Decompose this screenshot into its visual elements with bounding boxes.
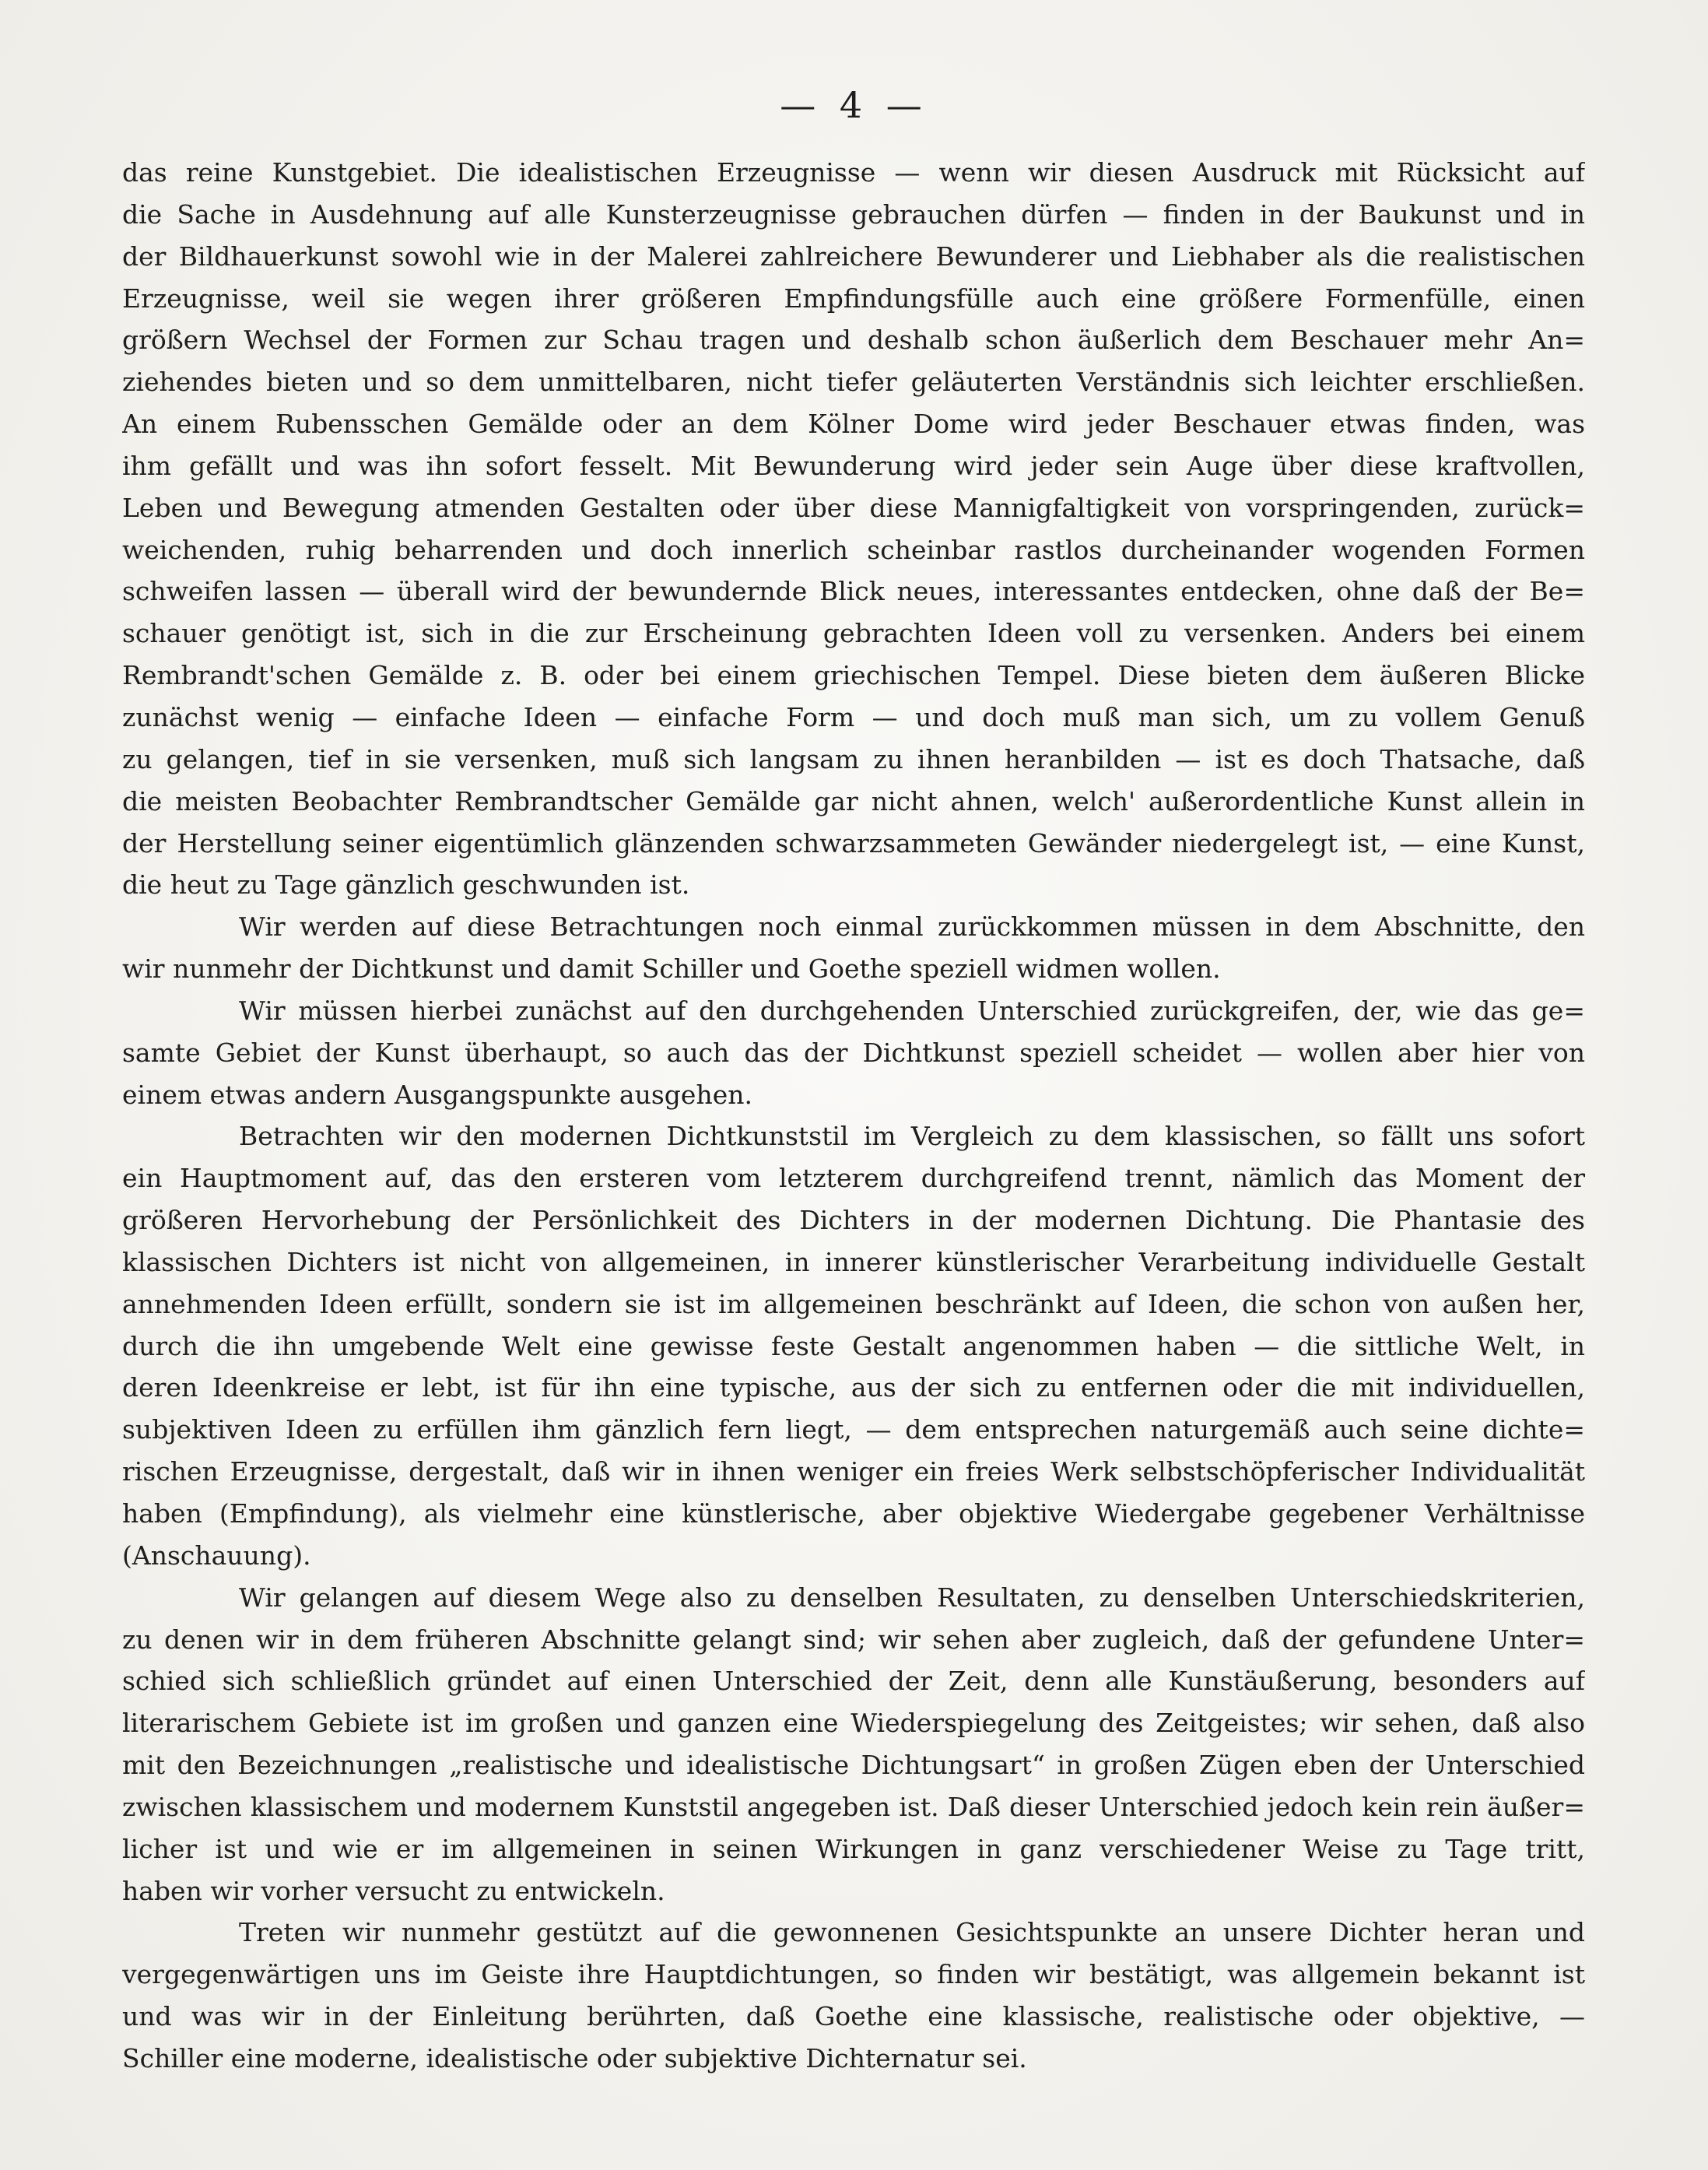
text-line: ihm gefällt und was ihn sofort fesselt. Mit Bewunderung wird jeder sein Auge über diese kraftvollen, <box>122 450 1585 481</box>
text-line: das reine Kunstgebiet. Die idealistischen Erzeugnisse — wenn wir diesen Ausdruck mit Rücksicht auf <box>122 157 1585 188</box>
text-line: Erzeugnisse, weil sie wegen ihrer größeren Empfindungsfülle auch eine größere Formenfülle, einen <box>122 283 1585 314</box>
text-line: der Bildhauerkunst sowohl wie in der Malerei zahlreichere Bewunderer und Liebhaber als die realistischen <box>122 241 1585 272</box>
text-line: weichenden, ruhig beharrenden und doch innerlich scheinbar rastlos durcheinander wogenden Formen <box>122 534 1585 565</box>
text-line: Betrachten wir den modernen Dichtkunststil im Vergleich zu dem klassischen, so fällt uns sofort <box>239 1121 1585 1152</box>
text-line: samte Gebiet der Kunst überhaupt, so auch das der Dichtkunst speziell scheidet — wollen aber hier von <box>122 1037 1585 1068</box>
text-line: schauer genötigt ist, sich in die zur Erscheinung gebrachten Ideen voll zu versenken. Anders bei einem <box>122 618 1585 649</box>
text-line: klassischen Dichters ist nicht von allgemeinen, in innerer künstlerischer Verarbeitung individuelle Gestalt <box>122 1246 1585 1277</box>
text-line: Treten wir nunmehr gestützt auf die gewonnenen Gesichtspunkte an unsere Dichter heran und <box>239 1917 1585 1948</box>
text-line: schweifen lassen — überall wird der bewundernde Blick neues, interessantes entdecken, ohne daß der Be= <box>122 576 1585 607</box>
text-line: einem etwas andern Ausgangspunkte ausgehen. <box>122 1079 752 1110</box>
text-line: durch die ihn umgebende Welt eine gewisse feste Gestalt angenommen haben — die sittliche Welt, in <box>122 1330 1585 1361</box>
text-line: Wir müssen hierbei zunächst auf den durchgehenden Unterschied zurückgreifen, der, wie das ge= <box>239 995 1585 1026</box>
text-line: ziehendes bieten und so dem unmittelbaren, nicht tiefer geläuterten Verständnis sich leichter erschließen. <box>122 367 1585 398</box>
text-line: größeren Hervorhebung der Persönlichkeit des Dichters in der modernen Dichtung. Die Phantasie des <box>122 1205 1585 1236</box>
text-line: mit den Bezeichnungen „realistische und idealistische Dichtungsart“ in großen Zügen eben der Unterschied <box>122 1750 1585 1781</box>
text-line: die meisten Beobachter Rembrandtscher Gemälde gar nicht ahnen, welch' außerordentliche Kunst allein in <box>122 785 1585 816</box>
text-line: Schiller eine moderne, idealistische oder subjektive Dichternatur sei. <box>122 2042 1027 2073</box>
text-line: zu denen wir in dem früheren Abschnitte gelangt sind; wir sehen aber zugleich, daß der gefundene Unter= <box>122 1624 1585 1655</box>
text-line: deren Ideenkreise er lebt, ist für ihn eine typische, aus der sich zu entfernen oder die mit individuellen, <box>122 1372 1585 1403</box>
text-line: wir nunmehr der Dichtkunst und damit Schiller und Goethe speziell widmen wollen. <box>122 953 1221 985</box>
text-line: die Sache in Ausdehnung auf alle Kunsterzeugnisse gebrauchen dürfen — finden in der Baukunst und in <box>122 198 1585 230</box>
text-line: subjektiven Ideen zu erfüllen ihm gänzlich fern liegt, — dem entsprechen naturgemäß auch seine dichte= <box>122 1414 1585 1445</box>
text-line: Rembrandt'schen Gemälde z. B. oder bei einem griechischen Tempel. Diese bieten dem äußeren Blicke <box>122 660 1585 691</box>
text-line: annehmenden Ideen erfüllt, sondern sie ist im allgemeinen beschränkt auf Ideen, die schon von außen her, <box>122 1288 1585 1319</box>
text-line: der Herstellung seiner eigentümlich glänzenden schwarzsammeten Gewänder niedergelegt ist, — eine Kunst, <box>122 827 1585 859</box>
text-line: vergegenwärtigen uns im Geiste ihre Hauptdichtungen, so finden wir bestätigt, was allgemein bekannt ist <box>122 1959 1585 1990</box>
text-line: und was wir in der Einleitung berührten, daß Goethe eine klassische, realistische oder objektive, — <box>122 2001 1585 2032</box>
text-line: rischen Erzeugnisse, dergestalt, daß wir in ihnen weniger ein freies Werk selbstschöpferischer Individualität <box>122 1456 1585 1487</box>
text-line: ein Hauptmoment auf, das den ersteren vom letzterem durchgreifend trennt, nämlich das Moment der <box>122 1163 1585 1194</box>
body-text <box>122 152 1585 2080</box>
text-line: haben (Empfindung), als vielmehr eine künstlerische, aber objektive Wiedergabe gegebener Verhältnisse <box>122 1498 1585 1529</box>
text-line: schied sich schließlich gründet auf einen Unterschied der Zeit, denn alle Kunstäußerung, besonders auf <box>122 1666 1585 1697</box>
text-line: An einem Rubensschen Gemälde oder an dem Kölner Dome wird jeder Beschauer etwas finden, was <box>122 409 1585 440</box>
text-line: licher ist und wie er im allgemeinen in seinen Wirkungen in ganz verschiedener Weise zu Tage tritt, <box>122 1833 1585 1864</box>
text-line: zwischen klassischem und modernem Kunststil angegeben ist. Daß dieser Unterschied jedoch kein rein äußer= <box>122 1791 1585 1822</box>
text-line: haben wir vorher versucht zu entwickeln. <box>122 1875 665 1906</box>
text-line: Leben und Bewegung atmenden Gestalten oder über diese Mannigfaltigkeit von vorspringenden, zurück= <box>122 492 1585 523</box>
text-line: zu gelangen, tief in sie versenken, muß sich langsam zu ihnen heranbilden — ist es doch Thatsache, daß <box>122 743 1585 774</box>
text-line: die heut zu Tage gänzlich geschwunden ist. <box>122 869 690 901</box>
text-line: literarischem Gebiete ist im großen und ganzen eine Wiederspiegelung des Zeitgeistes; wir sehen, daß also <box>122 1708 1585 1739</box>
text-line: größern Wechsel der Formen zur Schau tragen und deshalb schon äußerlich dem Beschauer mehr An= <box>122 325 1585 356</box>
text-line: Wir gelangen auf diesem Wege also zu denselben Resultaten, zu denselben Unterschiedskriterien, <box>239 1582 1585 1613</box>
page-number: — 4 — <box>780 84 928 126</box>
text-line: (Anschauung). <box>122 1540 311 1571</box>
text-line: Wir werden auf diese Betrachtungen noch einmal zurückkommen müssen in dem Abschnitte, den <box>239 911 1585 943</box>
text-line: zunächst wenig — einfache Ideen — einfache Form — und doch muß man sich, um zu vollem Genuß <box>122 701 1585 732</box>
